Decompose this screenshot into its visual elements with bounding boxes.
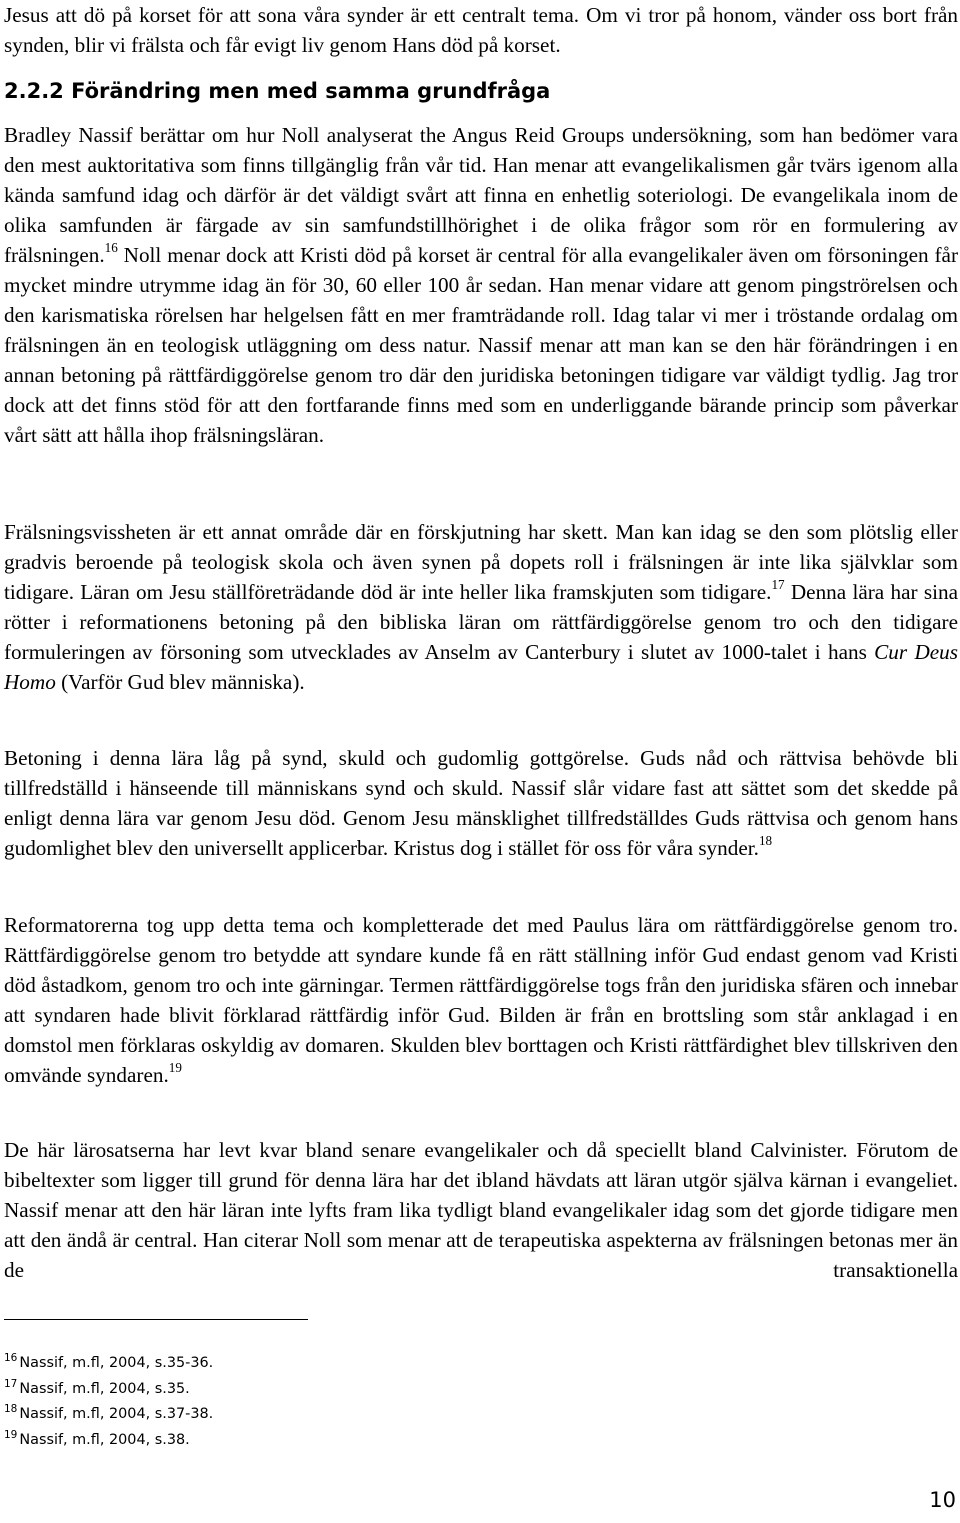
book-title: Cur Deus Homo <box>4 640 959 694</box>
footnote-ref-17[interactable]: 17 <box>771 576 785 592</box>
paragraph-text: Bradley Nassif berättar om hur Noll analyserat the Angus Reid Groups undersökning, som han bedömer vara den mest auktoritativa som finns tillgänglig från vår tid. Han menar att evangelikalismen går tvärs igenom alla kända samfund idag och därför är det väldigt svårt att finna en enhetlig soteriologi. De evangelikala inom de olika samfunden är färgade av sin samfundstillhörighet i de olika frågor som rör en formulering av frälsningen. <box>4 123 958 267</box>
section-heading: 2.2.2 Förändring men med samma grundfråga <box>4 79 551 103</box>
footnote-18 <box>4 1405 213 1423</box>
paragraph-text: Noll menar dock att Kristi död på korset är central för alla evangelikaler även om försoningen får mycket mindre utrymme idag än för 30, 60 eller 100 år sedan. Han menar vidare att genom pingströrelsen och den karismatiska rörelsen har helgelsen fått en mer framträdande roll. Idag talar vi mer i tröstande ordalag om frälsningen än en teologisk utläggning om dess natur. Nassif menar att man kan se den här förändringen i en annan betoning på rättfärdiggörelse genom tro där den juridiska betoningen tidigare var väldigt tydlig. Jag tror dock att det finns stöd för att den fortfarande finns med som en underliggande bärande princip som påverkar vårt sätt att hålla ihop frälsningsläran. <box>4 243 958 447</box>
paragraph-text: Frälsningsvissheten är ett annat område där en förskjutning har skett. Man kan idag se den som plötslig eller gradvis beroende på teologisk skola och även synen på dopets roll i frälsningen är inte lika självklar som tidigare. Läran om Jesu ställföreträdande död är inte heller lika framskjuten som tidigare. <box>4 520 958 604</box>
body-paragraph-1 <box>4 120 958 450</box>
body-paragraph-5 <box>4 1135 958 1285</box>
footnote-text: Nassif, m.fl, 2004, s.38. <box>19 1432 190 1448</box>
footnote-ref-16[interactable]: 16 <box>104 239 118 255</box>
footnote-number: 17 <box>4 1378 18 1391</box>
body-paragraph-3 <box>4 743 958 863</box>
paragraph-text: De här lärosatserna har levt kvar bland senare evangelikaler och då speciellt bland Calvinister. Förutom de bibeltexter som ligger till grund för denna lära har det ibland hävdats att läran utgör själva kärnan i evangeliet. Nassif menar att den här läran inte lyfts fram lika tydligt bland evangelikaler idag som det gjorde tidigare men att den ändå är central. Han citerar Noll som menar att de terapeutiska aspekterna av frälsningen betonas mer än de transaktionella <box>4 1138 958 1282</box>
body-paragraph-2 <box>4 517 958 697</box>
footnote-text: Nassif, m.fl, 2004, s.35-36. <box>19 1355 214 1371</box>
footnote-separator <box>4 1319 308 1320</box>
paragraph-text: (Varför Gud blev människa). <box>55 670 305 694</box>
footnote-number: 18 <box>4 1403 18 1416</box>
footnote-16 <box>4 1354 213 1372</box>
footnote-17 <box>4 1380 190 1398</box>
footnote-text: Nassif, m.fl, 2004, s.37-38. <box>19 1406 214 1422</box>
footnote-19 <box>4 1431 190 1449</box>
footnote-ref-19[interactable]: 19 <box>168 1059 182 1075</box>
page-number: 10 <box>929 1488 956 1512</box>
footnote-ref-18[interactable]: 18 <box>758 832 773 848</box>
footnote-number: 19 <box>4 1429 18 1442</box>
footnote-number: 16 <box>4 1352 18 1365</box>
paragraph-text: Betoning i denna lära låg på synd, skuld och gudomlig gottgörelse. Guds nåd och rättvisa behövde bli tillfredställd i hänseende till människans synd och skuld. Nassif slår vidare fast att sättet som det skedde på enligt denna lära var genom Jesu död. Genom Jesu mänsklighet tillfredställdes Guds rättvisa och genom hans gudomlighet blev den universellt applicerbar. Kristus dog i stället för oss för våra synder. <box>4 746 958 860</box>
paragraph-text: Denna lära har sina rötter i reformationens betoning på den bibliska läran om rättfärdiggörelse genom tro och den tidigare formuleringen av försoning som utvecklades av Anselm av Canterbury i slutet av 1000-talet i hans <box>4 580 958 664</box>
body-paragraph-4 <box>4 910 958 1090</box>
footnote-text: Nassif, m.fl, 2004, s.35. <box>19 1381 190 1397</box>
intro-paragraph: Jesus att dö på korset för att sona våra synder är ett centralt tema. Om vi tror på honom, vänder oss bort från synden, blir vi frälsta och får evigt liv genom Hans död på korset. <box>4 3 958 57</box>
paragraph-text: Reformatorerna tog upp detta tema och kompletterade det med Paulus lära om rättfärdiggörelse genom tro. Rättfärdiggörelse genom tro betydde att syndare kunde få en rätt ställning inför Gud endast genom vad Kristi död åstadkom, genom tro och inte gärningar. Termen rättfärdiggörelse togs från den juridiska sfären och innebar att syndaren hade blivit förklarad rättfärdig inför Gud. Bilden är från en brottsling som står anklagad i en domstol men förklaras oskyldig av domaren. Skulden blev borttagen och Kristi rättfärdighet blev tillskriven den omvände syndaren. <box>4 913 958 1087</box>
